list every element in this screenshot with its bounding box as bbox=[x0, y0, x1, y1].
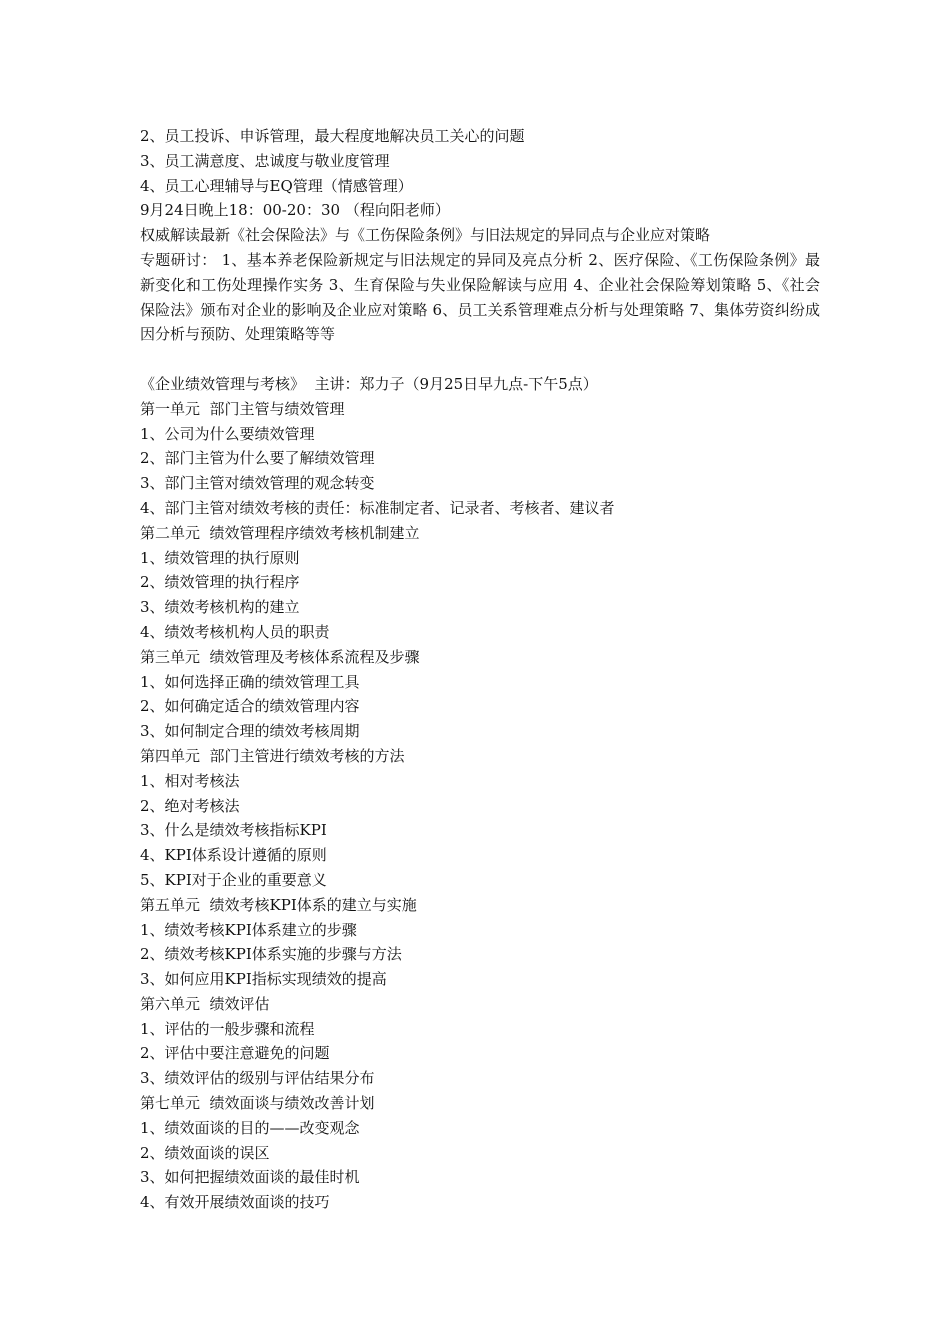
list-item: 1、评估的一般步骤和流程 bbox=[140, 1019, 315, 1038]
list-item: 3、什么是绩效考核指标KPI bbox=[140, 821, 327, 840]
list-item: 3、如何制定合理的绩效考核周期 bbox=[140, 722, 360, 741]
list-item: 2、绩效考核KPI体系实施的步骤与方法 bbox=[140, 945, 402, 964]
unit-title: 第七单元 绩效面谈与绩效改善计划 bbox=[140, 1094, 375, 1113]
list-item: 3、绩效评估的级别与评估结果分布 bbox=[140, 1069, 375, 1088]
unit-title: 第四单元 部门主管进行绩效考核的方法 bbox=[140, 746, 405, 765]
list-item: 1、公司为什么要绩效管理 bbox=[140, 424, 315, 443]
list-item: 4、KPI体系设计遵循的原则 bbox=[140, 846, 327, 865]
unit-title: 第三单元 绩效管理及考核体系流程及步骤 bbox=[140, 647, 420, 666]
list-item: 1、绩效考核KPI体系建立的步骤 bbox=[140, 920, 357, 939]
course-header: 《企业绩效管理与考核》 主讲：郑力子（9月25日早九点-下午5点） bbox=[140, 374, 598, 393]
list-item: 2、绝对考核法 bbox=[140, 796, 240, 815]
list-item: 3、如何应用KPI指标实现绩效的提高 bbox=[140, 970, 387, 989]
unit-title: 第一单元 部门主管与绩效管理 bbox=[140, 399, 345, 418]
document-page bbox=[140, 124, 820, 1215]
list-item: 2、绩效面谈的误区 bbox=[140, 1143, 270, 1162]
list-item: 3、如何把握绩效面谈的最佳时机 bbox=[140, 1168, 360, 1187]
list-item: 1、绩效管理的执行原则 bbox=[140, 548, 300, 567]
unit-title: 第二单元 绩效管理程序绩效考核机制建立 bbox=[140, 523, 420, 542]
research-paragraph: 专题研讨： 1、基本养老保险新规定与旧法规定的异同及亮点分析 2、医疗保险、《工伤保险条例》最新变化和工伤处理操作实务 3、生育保险与失业保险解读与应用 4、企业社会保险筹划策略 5、《社会保险法》颁布对企业的影响及企业应对策略 6、员工关系管理难点分析与处理策略 7、集体劳资纠纷成因分析与预防、处理策略等等 bbox=[140, 250, 820, 344]
list-item: 2、如何确定适合的绩效管理内容 bbox=[140, 697, 360, 716]
list-item: 4、部门主管对绩效考核的责任：标准制定者、记录者、考核者、建议者 bbox=[140, 498, 615, 517]
list-item: 4、有效开展绩效面谈的技巧 bbox=[140, 1193, 330, 1212]
schedule-line: 9月24日晚上18：00-20：30 （程向阳老师） bbox=[140, 201, 450, 220]
list-item: 4、员工心理辅导与EQ管理（情感管理） bbox=[140, 176, 413, 195]
list-item: 2、部门主管为什么要了解绩效管理 bbox=[140, 449, 375, 468]
list-item: 4、绩效考核机构人员的职责 bbox=[140, 622, 330, 641]
list-item: 3、员工满意度、忠诚度与敬业度管理 bbox=[140, 151, 390, 170]
list-item: 2、绩效管理的执行程序 bbox=[140, 573, 300, 592]
topic-line: 权威解读最新《社会保险法》与《工伤保险条例》与旧法规定的异同点与企业应对策略 bbox=[140, 226, 711, 245]
list-item: 5、KPI对于企业的重要意义 bbox=[140, 870, 327, 889]
spacer bbox=[140, 347, 820, 372]
list-item: 1、绩效面谈的目的——改变观念 bbox=[140, 1118, 360, 1137]
list-item: 2、员工投诉、申诉管理，最大程度地解决员工关心的问题 bbox=[140, 127, 525, 145]
list-item: 1、如何选择正确的绩效管理工具 bbox=[140, 672, 360, 691]
unit-title: 第五单元 绩效考核KPI体系的建立与实施 bbox=[140, 895, 417, 914]
list-item: 3、部门主管对绩效管理的观念转变 bbox=[140, 474, 375, 493]
list-item: 2、评估中要注意避免的问题 bbox=[140, 1044, 330, 1063]
list-item: 3、绩效考核机构的建立 bbox=[140, 598, 300, 617]
list-item: 1、相对考核法 bbox=[140, 771, 240, 790]
unit-title: 第六单元 绩效评估 bbox=[140, 994, 270, 1013]
